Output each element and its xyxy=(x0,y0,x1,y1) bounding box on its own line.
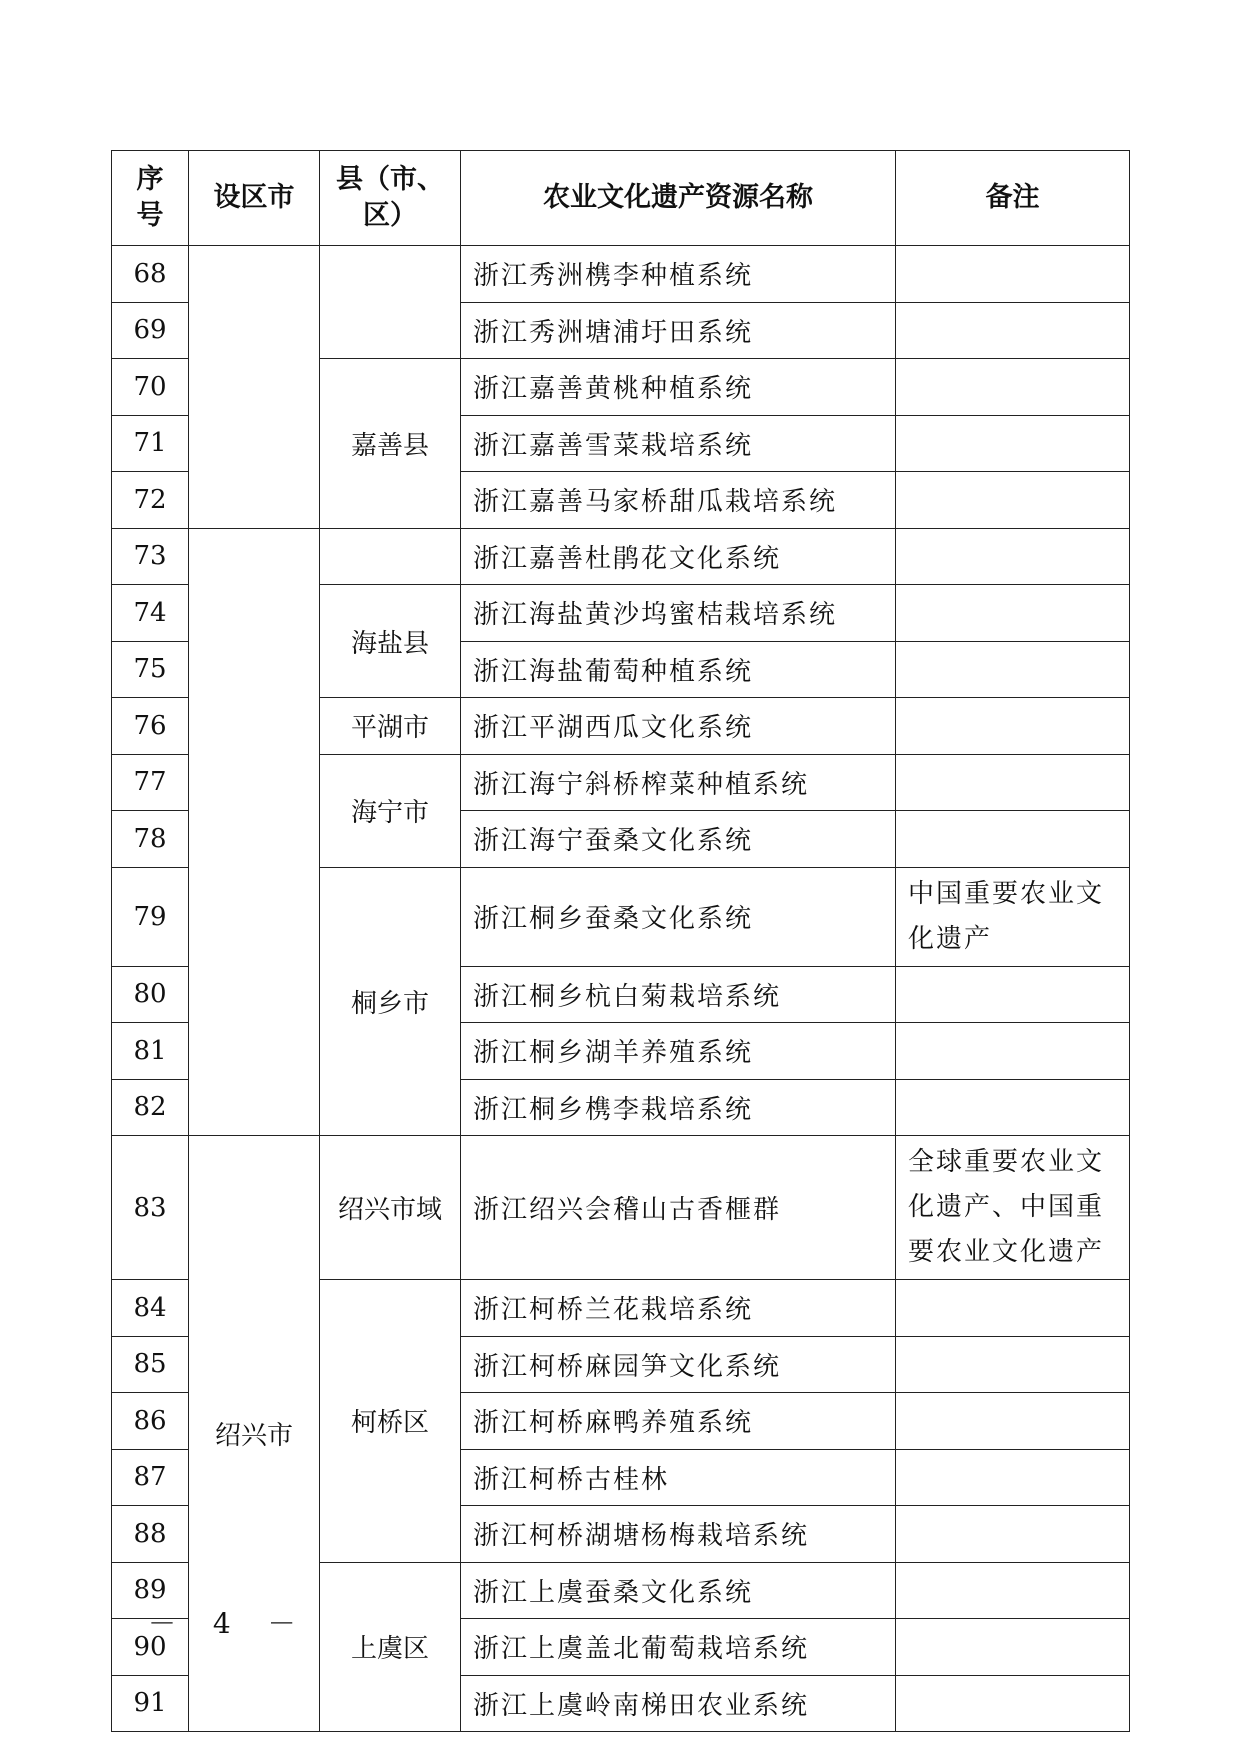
resource-name: 浙江桐乡槜李栽培系统 xyxy=(461,1079,896,1136)
resource-name: 浙江桐乡湖羊养殖系统 xyxy=(461,1023,896,1080)
remark xyxy=(896,472,1130,529)
resource-name: 浙江桐乡杭白菊栽培系统 xyxy=(461,966,896,1023)
row-number: 82 xyxy=(112,1079,189,1136)
remark xyxy=(896,1449,1130,1506)
resource-name: 浙江柯桥兰花栽培系统 xyxy=(461,1280,896,1337)
row-number: 70 xyxy=(112,359,189,416)
resource-name: 浙江上虞盖北葡萄栽培系统 xyxy=(461,1619,896,1676)
county-cell: 上虞区 xyxy=(320,1562,461,1732)
remark xyxy=(896,1336,1130,1393)
county-cell: 绍兴市域 xyxy=(320,1136,461,1280)
heritage-table xyxy=(111,150,1130,1732)
row-number: 84 xyxy=(112,1280,189,1337)
row-number: 80 xyxy=(112,966,189,1023)
county-cell: 海盐县 xyxy=(320,585,461,698)
remark xyxy=(896,1280,1130,1337)
remark xyxy=(896,1023,1130,1080)
resource-name: 浙江秀洲塘浦圩田系统 xyxy=(461,302,896,359)
header-resource-name: 农业文化遗产资源名称 xyxy=(461,151,896,246)
resource-name: 浙江秀洲槜李种植系统 xyxy=(461,246,896,303)
resource-name: 浙江柯桥麻鸭养殖系统 xyxy=(461,1393,896,1450)
table-row xyxy=(112,528,1130,585)
row-number: 69 xyxy=(112,302,189,359)
resource-name: 浙江海宁斜桥榨菜种植系统 xyxy=(461,754,896,811)
row-number: 81 xyxy=(112,1023,189,1080)
remark xyxy=(896,585,1130,642)
county-cell: 柯桥区 xyxy=(320,1280,461,1563)
row-number: 73 xyxy=(112,528,189,585)
remark xyxy=(896,1079,1130,1136)
county-cell-empty xyxy=(320,246,461,359)
row-number: 88 xyxy=(112,1506,189,1563)
row-number: 89 xyxy=(112,1562,189,1619)
header-remarks: 备注 xyxy=(896,151,1130,246)
remark xyxy=(896,302,1130,359)
row-number: 72 xyxy=(112,472,189,529)
header-row xyxy=(112,151,1130,246)
row-number: 90 xyxy=(112,1619,189,1676)
remark: 中国重要农业文化遗产 xyxy=(896,867,1130,966)
remark xyxy=(896,1506,1130,1563)
remark xyxy=(896,1393,1130,1450)
county-cell: 嘉善县 xyxy=(320,359,461,529)
row-number: 79 xyxy=(112,867,189,966)
resource-name: 浙江海宁蚕桑文化系统 xyxy=(461,811,896,868)
resource-name: 浙江嘉善杜鹃花文化系统 xyxy=(461,528,896,585)
remark xyxy=(896,754,1130,811)
header-serial: 序号 xyxy=(112,151,189,246)
resource-name: 浙江嘉善马家桥甜瓜栽培系统 xyxy=(461,472,896,529)
city-cell: 绍兴市 xyxy=(189,1136,320,1732)
resource-name: 浙江上虞岭南梯田农业系统 xyxy=(461,1675,896,1732)
row-number: 75 xyxy=(112,641,189,698)
remark xyxy=(896,1675,1130,1732)
header-county: 县（市、区） xyxy=(320,151,461,246)
remark: 全球重要农业文化遗产、中国重要农业文化遗产 xyxy=(896,1136,1130,1280)
resource-name: 浙江柯桥湖塘杨梅栽培系统 xyxy=(461,1506,896,1563)
row-number: 87 xyxy=(112,1449,189,1506)
resource-name: 浙江海盐葡萄种植系统 xyxy=(461,641,896,698)
resource-name: 浙江嘉善雪菜栽培系统 xyxy=(461,415,896,472)
remark xyxy=(896,1619,1130,1676)
row-number: 91 xyxy=(112,1675,189,1732)
row-number: 78 xyxy=(112,811,189,868)
table-row xyxy=(112,1136,1130,1280)
remark xyxy=(896,811,1130,868)
row-number: 76 xyxy=(112,698,189,755)
remark xyxy=(896,528,1130,585)
remark xyxy=(896,359,1130,416)
resource-name: 浙江平湖西瓜文化系统 xyxy=(461,698,896,755)
city-cell-empty xyxy=(189,246,320,529)
remark xyxy=(896,641,1130,698)
table-row xyxy=(112,246,1130,303)
row-number: 86 xyxy=(112,1393,189,1450)
county-cell-empty xyxy=(320,528,461,585)
city-cell-empty xyxy=(189,528,320,1136)
row-number: 68 xyxy=(112,246,189,303)
row-number: 74 xyxy=(112,585,189,642)
remark xyxy=(896,698,1130,755)
county-cell: 平湖市 xyxy=(320,698,461,755)
county-cell: 海宁市 xyxy=(320,754,461,867)
row-number: 77 xyxy=(112,754,189,811)
row-number: 83 xyxy=(112,1136,189,1280)
resource-name: 浙江柯桥古桂林 xyxy=(461,1449,896,1506)
resource-name: 浙江海盐黄沙坞蜜桔栽培系统 xyxy=(461,585,896,642)
remark xyxy=(896,1562,1130,1619)
remark xyxy=(896,246,1130,303)
row-number: 71 xyxy=(112,415,189,472)
resource-name: 浙江柯桥麻园笋文化系统 xyxy=(461,1336,896,1393)
resource-name: 浙江上虞蚕桑文化系统 xyxy=(461,1562,896,1619)
header-city: 设区市 xyxy=(189,151,320,246)
remark xyxy=(896,966,1130,1023)
resource-name: 浙江嘉善黄桃种植系统 xyxy=(461,359,896,416)
county-cell: 桐乡市 xyxy=(320,867,461,1136)
row-number: 85 xyxy=(112,1336,189,1393)
resource-name: 浙江绍兴会稽山古香榧群 xyxy=(461,1136,896,1280)
page-number: － 4 － xyxy=(148,1607,310,1640)
resource-name: 浙江桐乡蚕桑文化系统 xyxy=(461,867,896,966)
remark xyxy=(896,415,1130,472)
